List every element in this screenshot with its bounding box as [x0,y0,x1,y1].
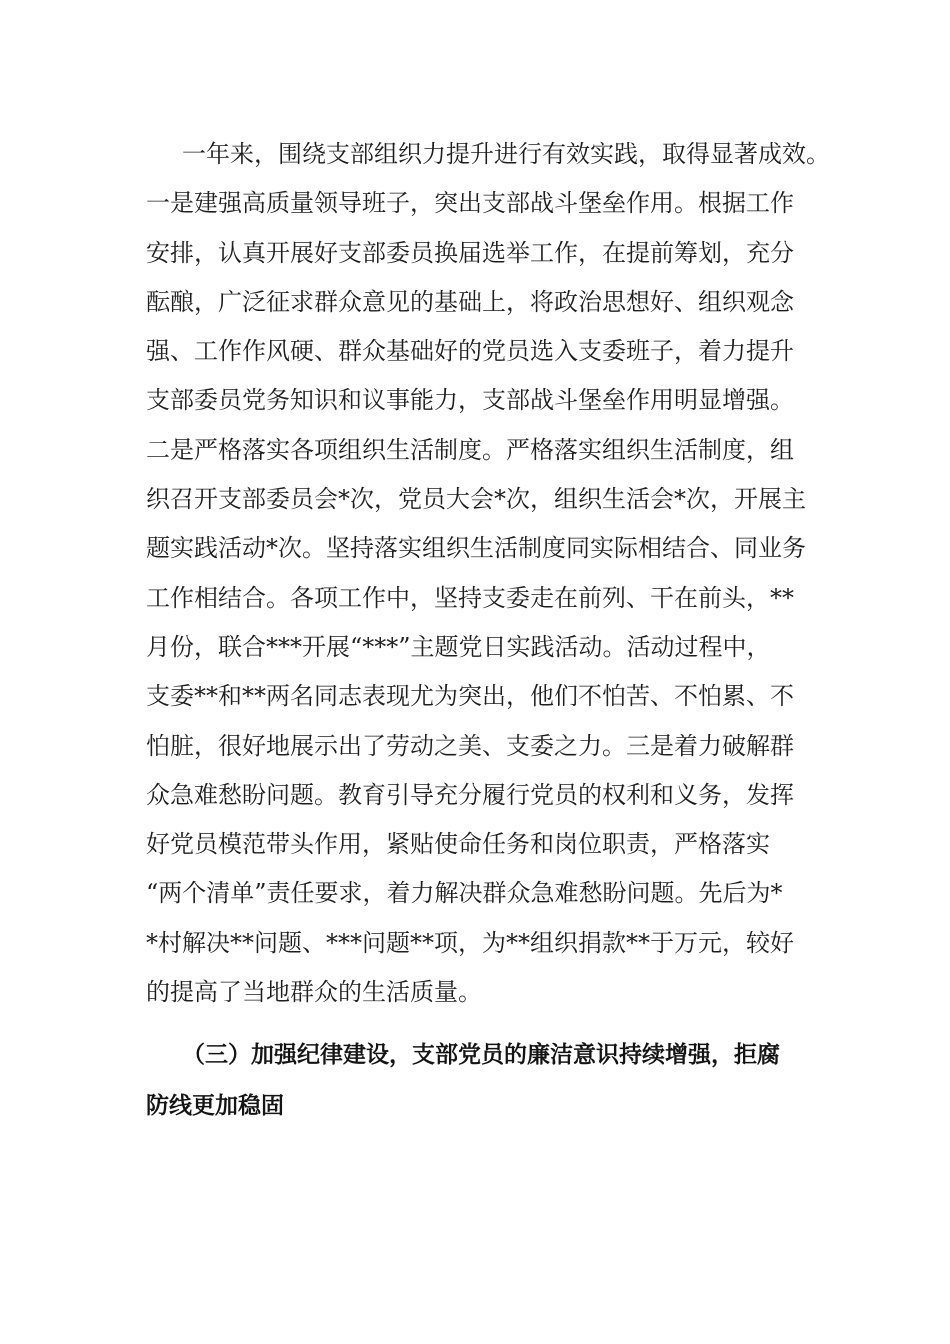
paragraph-line: 强、工作作风硬、群众基础好的党员选入支委班子，着力提升 [146,337,794,366]
section-heading [146,1030,826,1132]
paragraph-line: 题实践活动*次。坚持落实组织生活制度同实际相结合、同业务 [146,534,806,563]
paragraph-line: 一年来，围绕支部组织力提升进行有效实践，取得显著成效。 [182,140,830,168]
paragraph-line: 织召开支部委员会*次，党员大会*次，组织生活会*次，开展主 [146,485,806,514]
heading-line: 防线更加稳固 [146,1093,284,1119]
paragraph-line: 二是严格落实各项组织生活制度。严格落实组织生活制度，组 [146,435,794,464]
paragraph-line: 工作相结合。各项工作中，坚持支委走在前列、干在前头，** [146,583,794,612]
heading-line: （三）加强纪律建设，支部党员的廉洁意识持续增强，拒腐 [182,1042,780,1068]
paragraph-line: *村解决**问题、***问题**项，为**组织捐款**于万元，较好 [146,928,794,957]
paragraph-line: 的提高了当地群众的生活质量。 [146,978,482,1007]
paragraph-line: 安排，认真开展好支部委员换届选举工作，在提前筹划，充分 [146,238,794,267]
paragraph-line: 一是建强高质量领导班子，突出支部战斗堡垒作用。根据工作 [146,189,794,218]
body-paragraph [146,130,830,1017]
paragraph-line: 支委**和**两名同志表现尤为突出，他们不怕苦、不怕累、不 [146,682,794,711]
paragraph-line: 怕脏，很好地展示出了劳动之美、支委之力。三是着力破解群 [146,731,794,760]
paragraph-line: 好党员模范带头作用，紧贴使命任务和岗位职责，严格落实 [146,830,770,859]
paragraph-line: 酝酿，广泛征求群众意见的基础上，将政治思想好、组织观念 [146,287,794,316]
paragraph-line: “两个清单”责任要求，着力解决群众急难愁盼问题。先后为* [146,879,783,908]
paragraph-line: 月份，联合***开展“***”主题党日实践活动。活动过程中， [146,632,771,661]
paragraph-line: 众急难愁盼问题。教育引导充分履行党员的权利和义务，发挥 [146,780,794,809]
paragraph-line: 支部委员党务知识和议事能力，支部战斗堡垒作用明显增强。 [146,386,794,415]
